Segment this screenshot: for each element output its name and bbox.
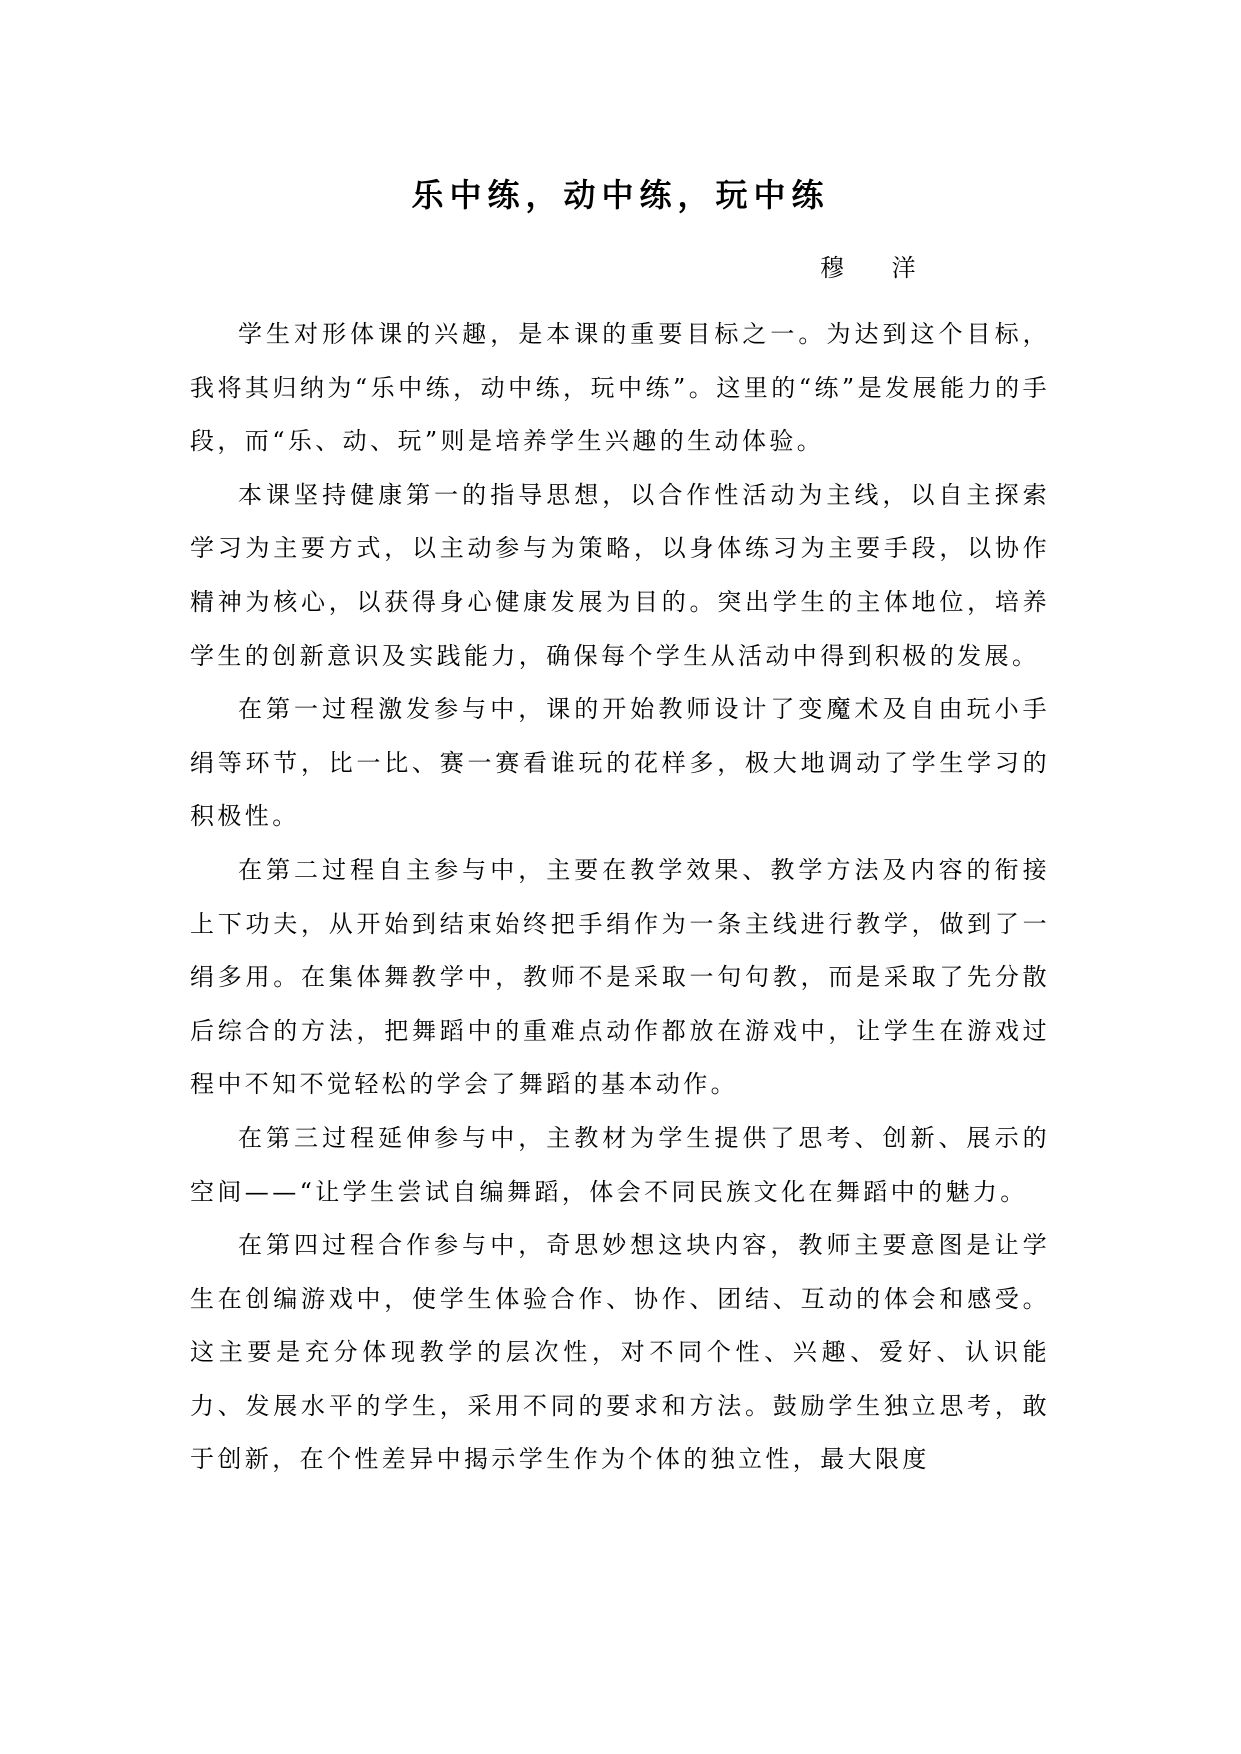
document-body <box>190 308 1050 1487</box>
paragraph-2: 本课坚持健康第一的指导思想，以合作性活动为主线，以自主探索学习为主要方式，以主动参与为策略，以身体练习为主要手段，以协作精神为核心，以获得身心健康发展为目的。突出学生的主体地位，培养学生的创新意识及实践能力，确保每个学生从活动中得到积极的发展。 <box>190 480 1050 670</box>
paragraph-4: 在第二过程自主参与中，主要在教学效果、教学方法及内容的衔接上下功夫，从开始到结束始终把手绢作为一条主线进行教学，做到了一绢多用。在集体舞教学中，教师不是采取一句句教，而是采取了先分散后综合的方法，把舞蹈中的重难点动作都放在游戏中，让学生在游戏过程中不知不觉轻松的学会了舞蹈的基本动作。 <box>190 855 1050 1099</box>
paragraph-3: 在第一过程激发参与中，课的开始教师设计了变魔术及自由玩小手绢等环节，比一比、赛一赛看谁玩的花样多，极大地调动了学生学习的积极性。 <box>190 695 1050 831</box>
author-name: 穆 洋 <box>820 254 936 282</box>
document-title: 乐中练，动中练，玩中练 <box>411 176 830 214</box>
paragraph-6: 在第四过程合作参与中，奇思妙想这块内容，教师主要意图是让学生在创编游戏中，使学生体验合作、协作、团结、互动的体会和感受。这主要是充分体现教学的层次性，对不同个性、兴趣、爱好、认识能力、发展水平的学生，采用不同的要求和方法。鼓励学生独立思考，敢于创新，在个性差异中揭示学生作为个体的独立性，最大限度 <box>190 1231 1050 1474</box>
paragraph-1: 学生对形体课的兴趣，是本课的重要目标之一。为达到这个目标，我将其归纳为“乐中练，动中练，玩中练”。这里的“练”是发展能力的手段，而“乐、动、玩”则是培养学生兴趣的生动体验。 <box>190 320 1050 456</box>
paragraph-5: 在第三过程延伸参与中，主教材为学生提供了思考、创新、展示的空间——“让学生尝试自编舞蹈，体会不同民族文化在舞蹈中的魅力。 <box>190 1123 1050 1206</box>
